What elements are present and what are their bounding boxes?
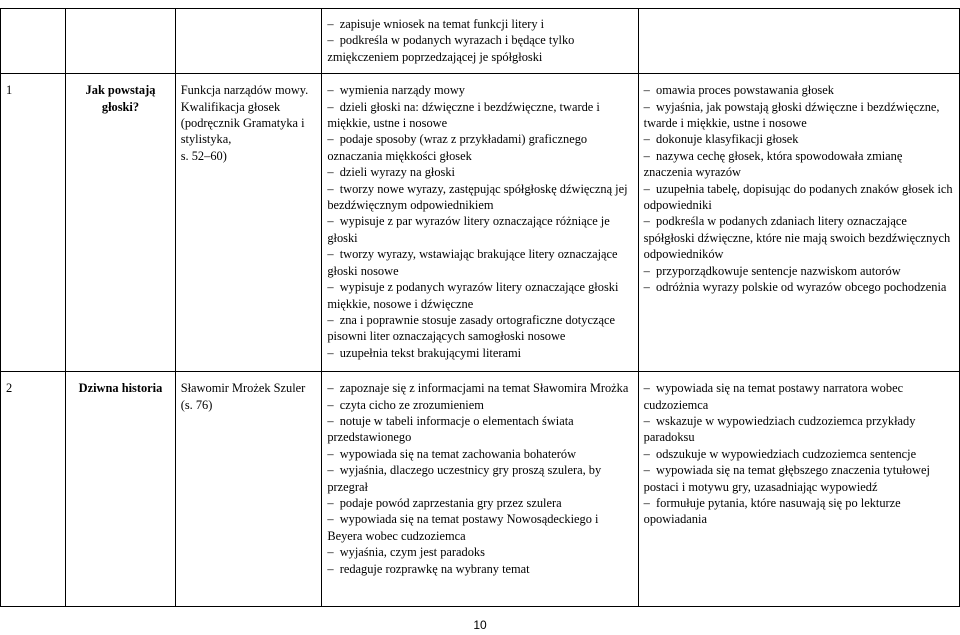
requirement-item: – wypowiada się na temat zachowania bohaterów: [327, 446, 632, 462]
extended-requirements-list: [644, 82, 954, 295]
lesson-topic: Dziwna historia: [78, 381, 163, 396]
source-line: (s. 76): [180, 397, 213, 412]
table-row: [1, 372, 960, 607]
page-number: 10: [473, 618, 487, 632]
requirement-item: – przyporządkowuje sentencje nazwiskom autorów: [644, 263, 954, 279]
requirement-item: – czyta cicho ze zrozumieniem: [327, 397, 632, 413]
lesson-source-cell: [175, 9, 322, 74]
requirement-item: – wymienia narządy mowy: [327, 82, 632, 98]
requirement-item: – wyjaśnia, jak powstają głoski dźwięczne i bezdźwięczne, twarde i miękkie, ustne i nosowe: [644, 99, 954, 132]
extended-requirements-cell: [638, 74, 959, 372]
requirement-item: – wyjaśnia, czym jest paradoks: [327, 544, 632, 560]
basic-requirements-list: [327, 82, 632, 361]
requirement-item: – zapisuje wniosek na temat funkcji litery i: [327, 16, 632, 32]
requirement-item: – podkreśla w podanych wyrazach i będące tylko zmiękczeniem poprzedzającej je spółgłoski: [327, 32, 632, 65]
lesson-topic-cell: [66, 372, 175, 607]
requirement-item: – nazywa cechę głosek, która spowodowała zmianę znaczenia wyrazów: [644, 148, 954, 181]
extended-requirements-list: [644, 380, 954, 528]
requirement-item: – omawia proces powstawania głosek: [644, 82, 954, 98]
requirement-item: – zna i poprawnie stosuje zasady ortograficzne dotyczące pisowni liter oznaczających samogłoski nosowe: [327, 312, 632, 345]
source-line: Kwalifikacja głosek (podręcznik Gramatyka i stylistyka,: [180, 99, 305, 147]
requirement-item: – wyjaśnia, dlaczego uczestnicy gry proszą szulera, by przegrał: [327, 462, 632, 495]
requirement-item: – tworzy nowe wyrazy, zastępując spółgłoskę dźwięczną jej bezdźwięcznym odpowiednikiem: [327, 181, 632, 214]
requirement-item: – odszukuje w wypowiedziach cudzoziemca sentencje: [644, 446, 954, 462]
source-line: Sławomir Mrożek Szuler: [180, 381, 306, 396]
requirement-item: – odróżnia wyrazy polskie od wyrazów obcego pochodzenia: [644, 279, 954, 295]
basic-requirements-cell: [322, 9, 638, 74]
requirement-item: – zapoznaje się z informacjami na temat Sławomira Mrożka: [327, 380, 632, 396]
requirement-item: – wypowiada się na temat postawy Nowosądeckiego i Beyera wobec cudzoziemca: [327, 511, 632, 544]
requirement-item: – dzieli głoski na: dźwięczne i bezdźwięczne, twarde i miękkie, ustne i nosowe: [327, 99, 632, 132]
requirement-item: – notuje w tabeli informacje o elementach świata przedstawionego: [327, 413, 632, 446]
lesson-number: [1, 9, 66, 74]
requirement-item: – dokonuje klasyfikacji głosek: [644, 131, 954, 147]
requirement-item: – uzupełnia tekst brakującymi literami: [327, 345, 632, 361]
basic-requirements-cell: [322, 372, 638, 607]
lesson-topic-cell: [66, 74, 175, 372]
requirement-item: – podkreśla w podanych zdaniach litery oznaczające spółgłoski dźwięczne, które nie mają swoich bezdźwięcznych odpowiedników: [644, 213, 954, 262]
extended-requirements-cell: [638, 372, 959, 607]
extended-requirements-cell: [638, 9, 959, 74]
lesson-topic-cell: [66, 9, 175, 74]
lesson-number: 1: [1, 74, 66, 372]
table-row: [1, 74, 960, 372]
curriculum-table: [0, 8, 960, 607]
requirement-item: – wskazuje w wypowiedziach cudzoziemca przykłady paradoksu: [644, 413, 954, 446]
lesson-source-cell: [175, 74, 322, 372]
requirement-item: – formułuje pytania, które nasuwają się po lekturze opowiadania: [644, 495, 954, 528]
requirement-item: – wypowiada się na temat głębszego znaczenia tytułowej postaci i motywu gry, uzasadniając wypowiedź: [644, 462, 954, 495]
basic-requirements-list: [327, 16, 632, 65]
source-line: Funkcja narządów mowy.: [180, 83, 309, 98]
basic-requirements-list: [327, 380, 632, 577]
requirement-item: – podaje sposoby (wraz z przykładami) graficznego oznaczania miękkości głosek: [327, 131, 632, 164]
lesson-number: 2: [1, 372, 66, 607]
requirement-item: – tworzy wyrazy, wstawiając brakujące litery oznaczające głoski nosowe: [327, 246, 632, 279]
lesson-source-cell: [175, 372, 322, 607]
requirement-item: – dzieli wyrazy na głoski: [327, 164, 632, 180]
requirement-item: – wypisuje z podanych wyrazów litery oznaczające głoski miękkie, nosowe i dźwięczne: [327, 279, 632, 312]
requirement-item: – uzupełnia tabelę, dopisując do podanych znaków głosek ich odpowiedniki: [644, 181, 954, 214]
basic-requirements-cell: [322, 74, 638, 372]
requirement-item: – podaje powód zaprzestania gry przez szulera: [327, 495, 632, 511]
lesson-topic: Jak powstają głoski?: [85, 83, 156, 114]
requirement-item: – wypowiada się na temat postawy narratora wobec cudzoziemca: [644, 380, 954, 413]
source-line: s. 52–60): [180, 148, 227, 163]
table-row: [1, 9, 960, 74]
requirement-item: – wypisuje z par wyrazów litery oznaczające różniące je głoski: [327, 213, 632, 246]
requirement-item: – redaguje rozprawkę na wybrany temat: [327, 561, 632, 577]
